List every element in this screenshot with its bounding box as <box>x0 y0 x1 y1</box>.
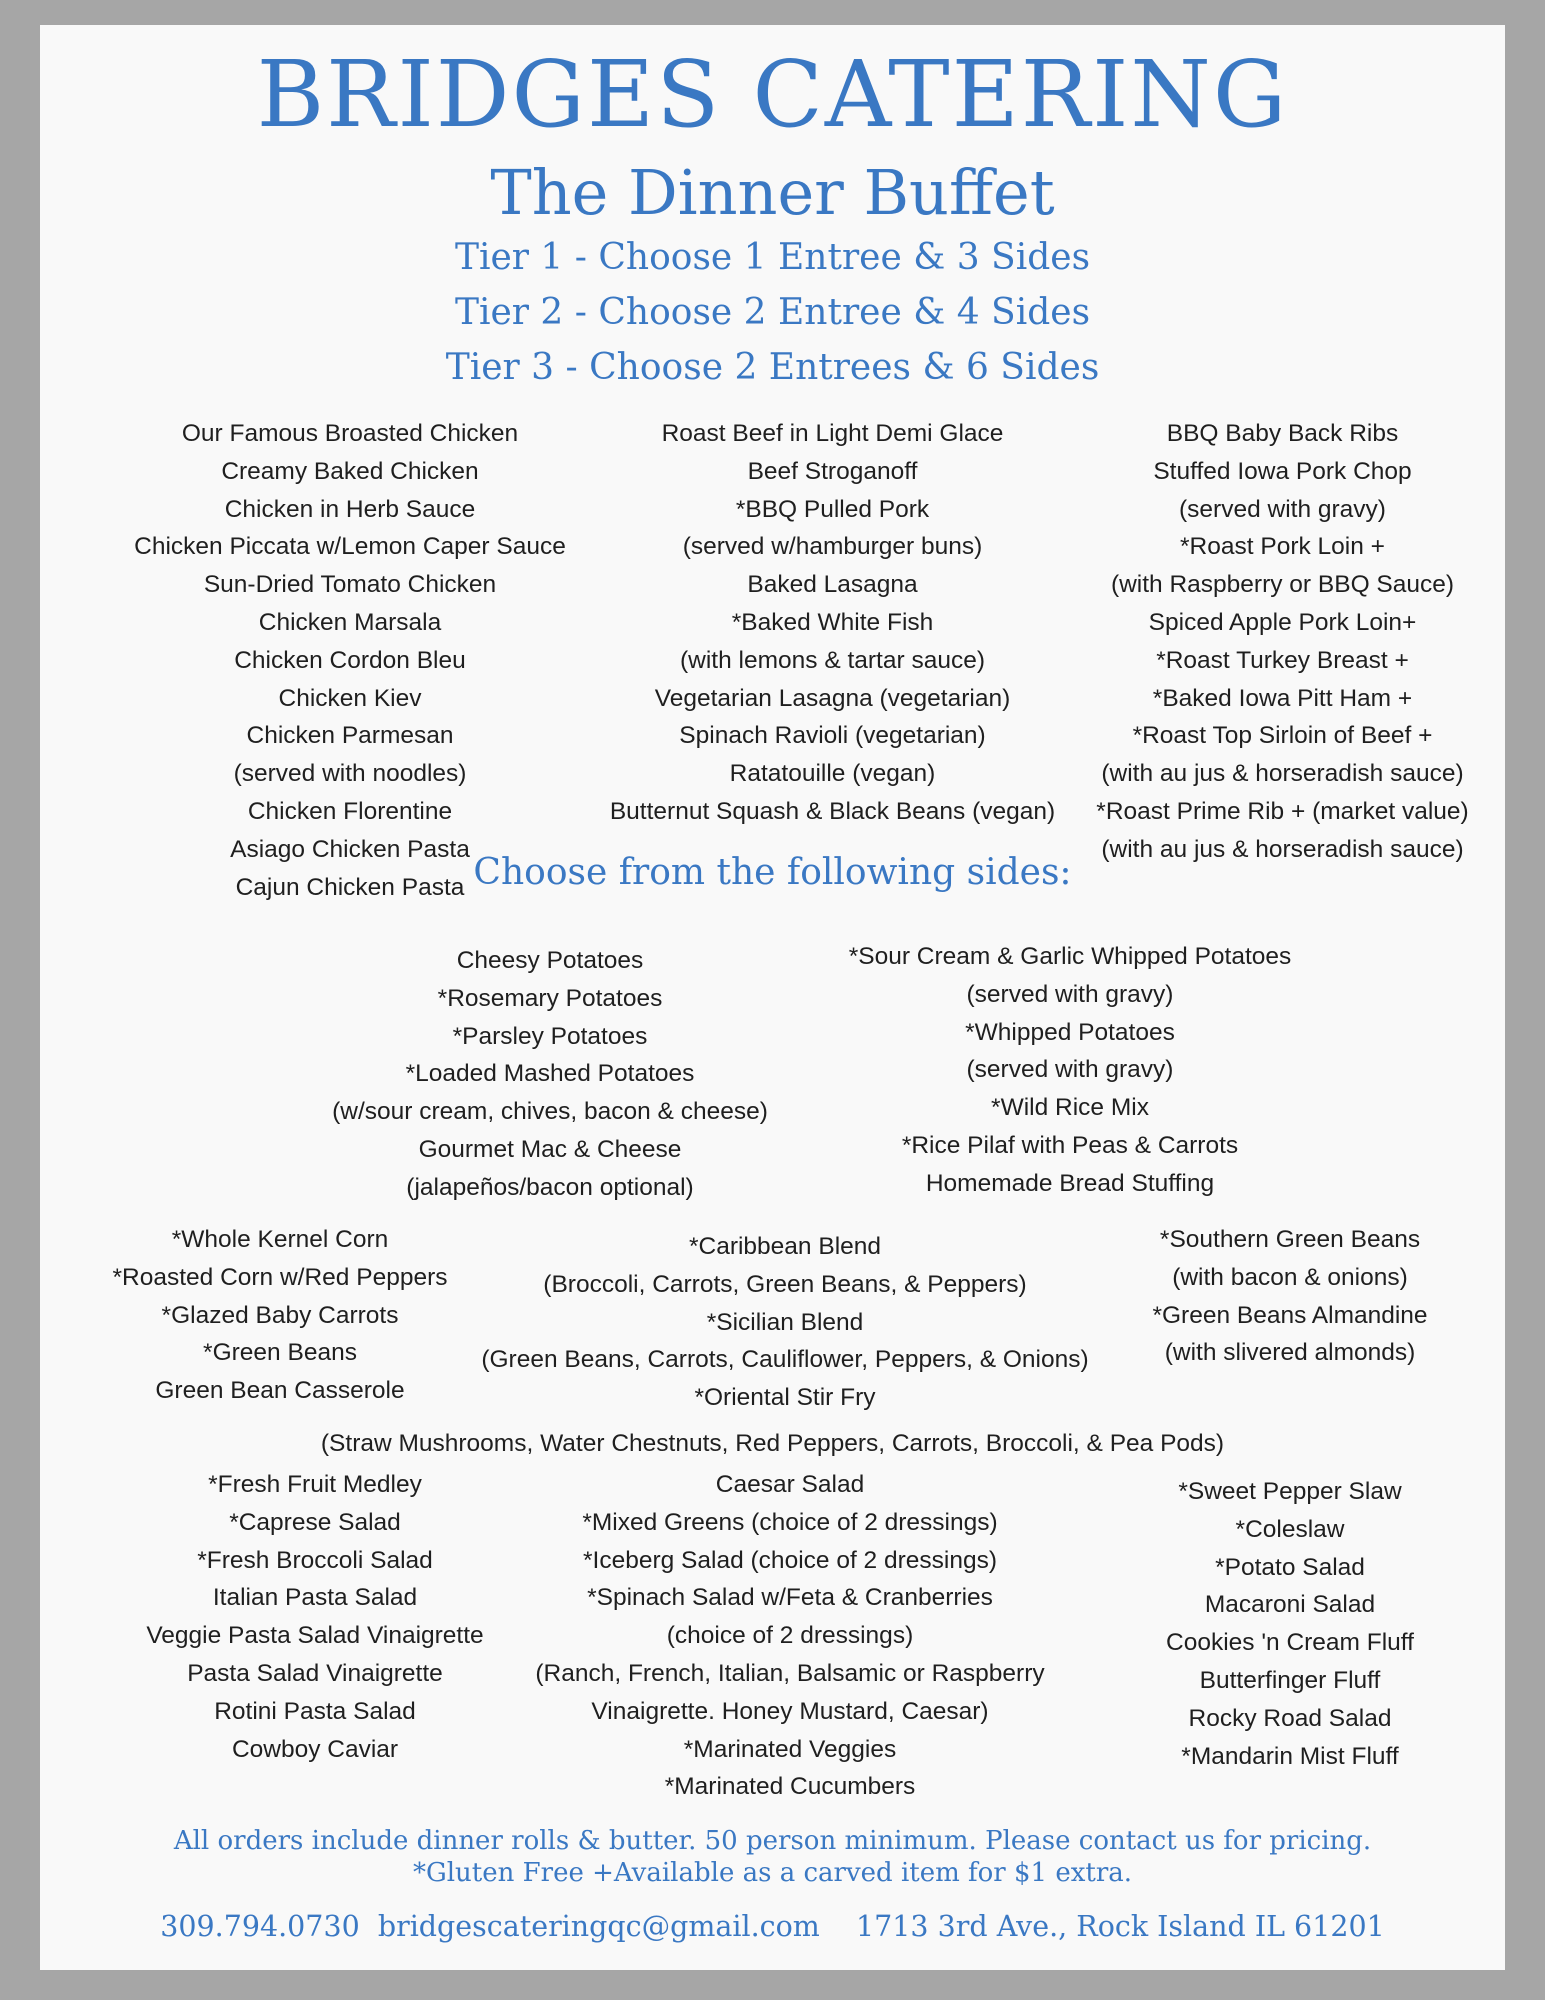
menu-item: Gourmet Mac & Cheese <box>418 1135 682 1163</box>
footer-legend: *Gluten Free +Available as a carved item for $1 extra. <box>412 1858 1133 1888</box>
menu-item: Rotini Pasta Salad <box>214 1697 416 1725</box>
menu-item: *Roast Top Sirloin of Beef + <box>1132 722 1433 750</box>
menu-item: *Sweet Pepper Slaw <box>1178 1478 1402 1505</box>
menu-item: Sun-Dried Tomato Chicken <box>203 571 497 599</box>
menu-item: Chicken Kiev <box>278 684 422 712</box>
menu-item: Vinaigrette. Honey Mustard, Caesar) <box>591 1697 989 1725</box>
menu-item: *Whole Kernel Corn <box>171 1226 389 1253</box>
menu-item: *Parsley Potatoes <box>452 1022 648 1050</box>
menu-item: *Marinated Cucumbers <box>664 1773 916 1801</box>
menu-item: Italian Pasta Salad <box>212 1584 418 1612</box>
sides-veg-right <box>1090 1221 1490 1372</box>
menu-item: Roast Beef in Light Demi Glace <box>661 420 1004 447</box>
menu-item: Pasta Salad Vinaigrette <box>187 1659 443 1687</box>
menu-item: *Caribbean Blend <box>688 1233 882 1260</box>
menu-item: BBQ Baby Back Ribs <box>1166 420 1399 447</box>
menu-item: Cookies 'n Cream Fluff <box>1166 1629 1414 1657</box>
menu-item: (Ranch, French, Italian, Balsamic or Raspberry <box>535 1659 1045 1687</box>
menu-item: Beef Stroganoff <box>747 457 918 485</box>
menu-item: Chicken Florentine <box>247 797 453 825</box>
menu-item: (with lemons & tartar sauce) <box>680 646 985 674</box>
sides-veg-center <box>440 1228 1130 1417</box>
menu-item: (Broccoli, Carrots, Green Beans, & Peppers) <box>543 1270 1027 1298</box>
footer-note: All orders include dinner rolls & butter. 50 person minimum. Please contact us for pricing. <box>173 1826 1372 1856</box>
menu-item: *Whipped Potatoes <box>965 1018 1175 1046</box>
menu-item: (with bacon & onions) <box>1172 1263 1408 1291</box>
menu-item: *Marinated Veggies <box>683 1735 897 1763</box>
menu-item: *BBQ Pulled Pork <box>735 495 930 523</box>
menu-item: Chicken Cordon Bleu <box>234 646 466 674</box>
menu-item: *Fresh Broccoli Salad <box>197 1546 433 1574</box>
menu-item: *Fresh Fruit Medley <box>208 1471 422 1498</box>
menu-item: *Rice Pilaf with Peas & Carrots <box>901 1131 1239 1159</box>
menu-item: *Glazed Baby Carrots <box>161 1301 399 1329</box>
menu-item: Ratatouille (vegan) <box>729 760 936 788</box>
menu-item: *Loaded Mashed Potatoes <box>405 1060 695 1088</box>
menu-item: *Rosemary Potatoes <box>437 984 663 1012</box>
menu-item: *Spinach Salad w/Feta & Cranberries <box>587 1584 993 1612</box>
sides-veg-left <box>60 1221 500 1410</box>
sides-heading: Choose from the following sides: <box>473 852 1072 893</box>
menu-item: *Iceberg Salad (choice of 2 dressings) <box>583 1546 997 1574</box>
oriental-stir-fry-detail: (Straw Mushrooms, Water Chestnuts, Red Peppers, Carrots, Broccoli, & Pea Pods) <box>320 1430 1225 1457</box>
menu-item: *Southern Green Beans <box>1159 1226 1421 1253</box>
menu-item: Chicken Marsala <box>258 608 442 636</box>
menu-item: (served w/hamburger buns) <box>682 533 983 561</box>
sides-salads-left <box>120 1466 510 1768</box>
menu-item: (Green Beans, Carrots, Cauliflower, Peppers, & Onions) <box>481 1346 1089 1374</box>
menu-item: Asiago Chicken Pasta <box>230 835 470 863</box>
menu-item: *Roast Pork Loin + <box>1180 533 1385 561</box>
menu-item: Creamy Baked Chicken <box>221 457 479 485</box>
sides-salads-right <box>1090 1473 1490 1775</box>
tier-3: Tier 3 - Choose 2 Entrees & 6 Sides <box>445 347 1100 388</box>
menu-item: *Mixed Greens (choice of 2 dressings) <box>582 1508 998 1536</box>
menu-item: Macaroni Salad <box>1204 1591 1376 1619</box>
menu-item: Cheesy Potatoes <box>456 947 644 974</box>
menu-item: Spinach Ravioli (vegetarian) <box>679 722 986 750</box>
menu-item: *Potato Salad <box>1215 1553 1365 1581</box>
menu-item: Rocky Road Salad <box>1188 1704 1392 1732</box>
menu-item: (with slivered almonds) <box>1164 1339 1416 1367</box>
menu-item: *Sour Cream & Garlic Whipped Potatoes <box>848 943 1292 970</box>
menu-item: Chicken in Herb Sauce <box>224 495 476 523</box>
sides-potatoes-left <box>240 942 860 1207</box>
menu-item: *Caprese Salad <box>229 1508 401 1536</box>
menu-item: Green Bean Casserole <box>155 1377 405 1405</box>
menu-item: Homemade Bread Stuffing <box>925 1169 1215 1197</box>
menu-item: *Coleslaw <box>1235 1515 1345 1543</box>
menu-item: (with Raspberry or BBQ Sauce) <box>1110 571 1455 599</box>
menu-item: (with au jus & horseradish sauce) <box>1101 760 1464 788</box>
menu-item: (served with gravy) <box>966 980 1174 1008</box>
menu-item: Cajun Chicken Pasta <box>235 873 465 901</box>
menu-item: Chicken Parmesan <box>246 722 454 750</box>
menu-item: Chicken Piccata w/Lemon Caper Sauce <box>134 533 566 561</box>
menu-item: Butternut Squash & Black Beans (vegan) <box>609 797 1056 825</box>
entree-list-pork-carved <box>1075 415 1490 869</box>
menu-item: *Baked Iowa Pitt Ham + <box>1152 684 1413 712</box>
menu-item: *Roast Prime Rib + (market value) <box>1096 797 1469 825</box>
menu-item: (with au jus & horseradish sauce) <box>1101 835 1464 863</box>
menu-item: Baked Lasagna <box>747 571 918 599</box>
menu-page <box>40 25 1505 1970</box>
menu-item: *Roast Turkey Breast + <box>1156 646 1409 674</box>
entree-list-chicken <box>75 415 625 906</box>
menu-item: *Sicilian Blend <box>706 1308 864 1336</box>
menu-item: *Oriental Stir Fry <box>694 1384 876 1412</box>
entree-list-beef-other <box>575 415 1090 831</box>
menu-item: (served with gravy) <box>1179 495 1386 523</box>
menu-item: Caesar Salad <box>715 1471 865 1498</box>
menu-item: *Green Beans <box>203 1339 357 1367</box>
tier-1: Tier 1 - Choose 1 Entree & 3 Sides <box>454 237 1091 278</box>
menu-item: (served with gravy) <box>966 1056 1174 1084</box>
menu-item: Cowboy Caviar <box>231 1735 399 1763</box>
menu-item: (jalapeños/bacon optional) <box>406 1173 694 1201</box>
menu-item: *Baked White Fish <box>731 608 934 636</box>
menu-item: (w/sour cream, chives, bacon & cheese) <box>332 1098 768 1126</box>
sides-salads-center <box>510 1466 1070 1806</box>
menu-item: Spiced Apple Pork Loin+ <box>1148 608 1417 636</box>
brand-title: BRIDGES CATERING <box>256 41 1289 148</box>
menu-item: (served with noodles) <box>233 760 467 788</box>
menu-subtitle: The Dinner Buffet <box>490 156 1055 229</box>
tier-2: Tier 2 - Choose 2 Entree & 4 Sides <box>454 292 1091 333</box>
menu-item: Stuffed Iowa Pork Chop <box>1153 457 1412 485</box>
menu-item: Veggie Pasta Salad Vinaigrette <box>146 1622 484 1650</box>
menu-item: Butterfinger Fluff <box>1199 1666 1381 1694</box>
menu-item: *Roasted Corn w/Red Peppers <box>112 1263 448 1291</box>
menu-item: (choice of 2 dressings) <box>666 1622 914 1650</box>
sides-potatoes-right <box>790 938 1350 1203</box>
menu-item: *Green Beans Almandine <box>1152 1301 1428 1329</box>
menu-item: Our Famous Broasted Chicken <box>181 420 519 447</box>
menu-item: Vegetarian Lasagna (vegetarian) <box>654 684 1011 712</box>
contact-line: 309.794.0730 bridgescateringqc@gmail.com 1713 3rd Ave., Rock Island IL 61201 <box>160 1910 1385 1943</box>
menu-item: *Wild Rice Mix <box>991 1094 1149 1122</box>
menu-item: *Mandarin Mist Fluff <box>1181 1742 1399 1770</box>
